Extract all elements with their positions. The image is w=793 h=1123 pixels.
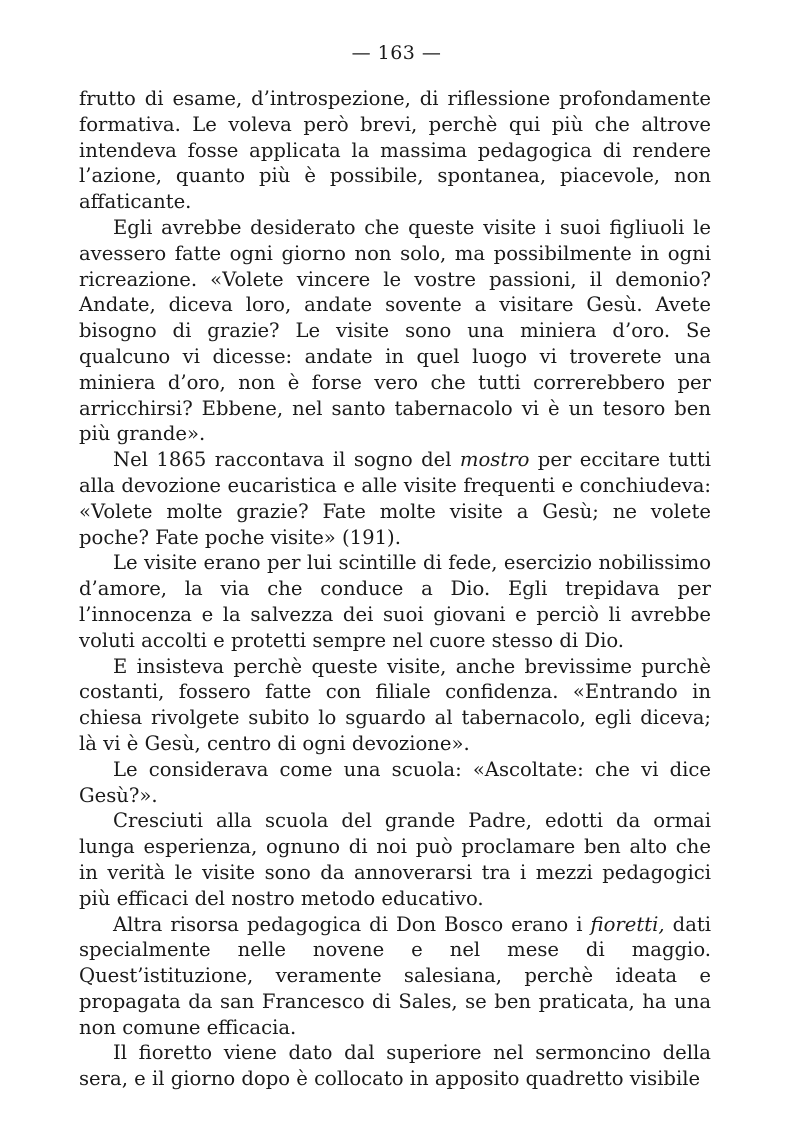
text-segment: Le visite erano per lui scintille di fede, esercizio nobilissimo d’amore, la via che conduce a Dio. Egli trepidava per l’innocenza e la salvezza dei suoi giovani e perciò li avrebbe voluti accolti e protetti sempre nel cuore stesso di Dio. (79, 551, 711, 652)
paragraph-p9 (79, 1040, 711, 1092)
page-number: — 163 — (351, 42, 442, 64)
paragraph-p4 (79, 550, 711, 653)
paragraph-p6 (79, 757, 711, 809)
italic-text: mostro (459, 448, 530, 472)
paragraph-p7 (79, 808, 711, 911)
paragraph-p5 (79, 654, 711, 757)
text-segment: Nel 1865 raccontava il sogno del (113, 448, 460, 472)
text-segment: Il fioretto viene dato dal superiore nel sermoncino della sera, e il giorno dopo è collocato in apposito quadretto visibile (79, 1041, 711, 1091)
text-segment: Cresciuti alla scuola del grande Padre, edotti da ormai lunga esperienza, ognuno di noi può proclamare ben alto che in verità le visite sono da annoverarsi tra i mezzi pedagogici più efficaci del nostro metodo educativo. (79, 809, 711, 910)
text-segment: Altra risorsa pedagogica di Don Bosco erano i (113, 912, 591, 936)
italic-text: fioretti, (590, 912, 665, 936)
text-segment: per eccitare tutti alla devozione eucaristica e alle visite frequenti e conchiudeva: «Volete molte grazie? Fate molte visite a Gesù; ne volete poche? Fate poche visite» (191). (79, 448, 711, 549)
paragraph-p2 (79, 215, 711, 447)
paragraph-p1 (79, 86, 711, 215)
paragraph-p3 (79, 447, 711, 550)
paragraph-p8 (79, 912, 711, 1041)
text-segment: Le considerava come una scuola: «Ascoltate: che vi dice Gesù?». (79, 757, 711, 807)
text-segment: dati specialmente nelle novene e nel mese di maggio. Quest’istituzione, veramente salesiana, perchè ideata e propagata da san Francesco di Sales, se ben praticata, ha una non comune efficacia. (79, 912, 712, 1039)
body-text (79, 86, 711, 1092)
text-segment: E insisteva perchè queste visite, anche brevissime purchè costanti, fossero fatte con filiale confidenza. «Entrando in chiesa rivolgete subito lo sguardo al tabernacolo, egli diceva; là vi è Gesù, centro di ogni devozione». (79, 654, 711, 755)
text-segment: Egli avrebbe desiderato che queste visite i suoi figliuoli le avessero fatte ogni giorno non solo, ma possibilmente in ogni ricreazione. «Volete vincere le vostre passioni, il demonio? Andate, diceva loro, andate sovente a visitare Gesù. Avete bisogno di grazie? Le visite sono una miniera d’oro. Se qualcuno vi dicesse: andate in quel luogo vi troverete una miniera d’oro, non è forse vero che tutti correrebbero per arricchirsi? Ebbene, nel santo tabernacolo vi è un tesoro ben più grande». (79, 215, 711, 446)
text-segment: frutto di esame, d’introspezione, di riflessione profondamente formativa. Le voleva però brevi, perchè qui più che altrove intendeva fosse applicata la massima pedagogica di rendere l’azione, quanto più è possibile, spontanea, piacevole, non affaticante. (79, 87, 711, 214)
